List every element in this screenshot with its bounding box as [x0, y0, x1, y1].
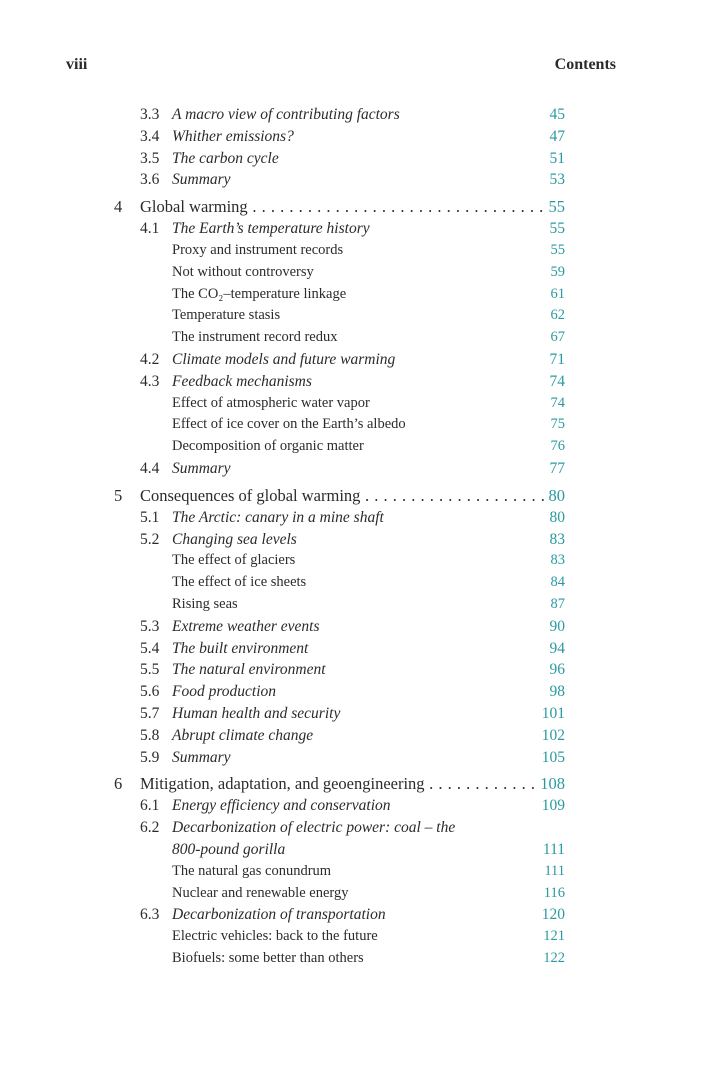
toc-entry-page-number: 67 [547, 327, 566, 349]
toc-entry-title: The built environment [172, 639, 309, 657]
toc-entry-page-number: 77 [546, 458, 566, 480]
toc-entry-sub[interactable] [0, 948, 720, 970]
toc-entry-section[interactable] [0, 507, 720, 529]
toc-entry-number: 5.7 [140, 704, 160, 722]
toc-entry-title: Extreme weather events [172, 617, 320, 635]
toc-entry-title: Changing sea levels [172, 530, 297, 548]
toc-entry-section[interactable] [0, 529, 720, 551]
toc-entry-title: Decarbonization of transportation [172, 906, 386, 924]
toc-entry-title: Energy efficiency and conservation [172, 797, 391, 815]
running-head: Contents [554, 56, 616, 73]
toc-entry-title: Summary [172, 748, 231, 766]
toc-entry-title: Feedback mechanisms [172, 372, 312, 390]
toc-entry-sub[interactable] [0, 572, 720, 594]
toc-entry-number: 6 [114, 774, 123, 794]
toc-entry-page-number: 83 [547, 550, 566, 572]
toc-entry-page-number: 59 [547, 262, 566, 284]
toc-entry-page-number: 80 [545, 485, 566, 507]
toc-entry-section[interactable] [0, 703, 720, 725]
toc-entry-sub[interactable] [0, 240, 720, 262]
toc-entry-page-number: 55 [547, 240, 566, 262]
toc-entry-section[interactable] [0, 904, 720, 926]
toc-entry-sub[interactable] [0, 926, 720, 948]
toc-entry-section[interactable] [0, 681, 720, 703]
toc-entry-page-number: 102 [538, 725, 565, 747]
toc-entry-page-number: 111 [539, 839, 565, 861]
toc-entry-page-number: 83 [546, 529, 566, 551]
toc-entry-page-number: 94 [546, 638, 566, 660]
toc-entry-page-number: 55 [546, 218, 566, 240]
toc-entry-number: 4 [114, 197, 123, 217]
toc-entry-title: The effect of ice sheets [172, 574, 307, 591]
toc-entry-title: The natural gas conundrum [172, 862, 332, 879]
toc-entry-page-number: 120 [538, 904, 565, 926]
toc-entry-title: Abrupt climate change [172, 726, 314, 744]
toc-entry-number: 4.1 [140, 220, 160, 238]
toc-entry-number: 5.6 [140, 683, 160, 701]
toc-entry-number: 3.6 [140, 171, 160, 189]
toc-entry-number: 5.9 [140, 748, 160, 766]
table-of-contents [0, 104, 720, 970]
toc-entry-title: Consequences of global warming . . . [140, 485, 565, 507]
toc-entry-title: Mitigation, adaptation, and geoengineering . . . [140, 773, 565, 795]
toc-entry-page-number: 121 [539, 926, 565, 948]
toc-entry-section[interactable] [0, 725, 720, 747]
toc-entry-section[interactable] [0, 839, 720, 861]
toc-entry-page-number: 96 [546, 659, 566, 681]
toc-entry-sub[interactable] [0, 284, 720, 306]
toc-entry-title: Global warming . . . [140, 196, 565, 218]
toc-entry-sub[interactable] [0, 262, 720, 284]
toc-entry-sub[interactable] [0, 327, 720, 349]
toc-entry-page-number: 108 [536, 773, 565, 795]
toc-entry-title: The CO₂–temperature linkage [172, 285, 347, 302]
toc-entry-title: Effect of ice cover on the Earth’s albedo [172, 416, 406, 433]
toc-entry-title: Temperature stasis [172, 307, 281, 324]
toc-entry-title: The Arctic: canary in a mine shaft [172, 508, 384, 526]
toc-entry-page-number: 61 [547, 284, 566, 306]
toc-entry-page-number: 116 [540, 883, 565, 905]
toc-entry-number: 4.3 [140, 372, 160, 390]
toc-entry-page-number: 55 [545, 196, 566, 218]
toc-entry-number: 5.5 [140, 661, 160, 679]
toc-entry-title: The effect of glaciers [172, 552, 296, 569]
toc-entry-title: Decarbonization of electric power: coal – the [172, 819, 456, 837]
toc-entry-page-number: 101 [538, 703, 565, 725]
toc-entry-section[interactable] [0, 638, 720, 660]
toc-entry-page-number: 109 [538, 795, 565, 817]
toc-entry-section[interactable] [0, 458, 720, 480]
toc-entry-number: 6.3 [140, 906, 160, 924]
page-header [66, 56, 616, 78]
toc-entry-page-number: 51 [546, 148, 566, 170]
toc-entry-number: 4.4 [140, 459, 160, 477]
toc-entry-number: 5.3 [140, 617, 160, 635]
toc-entry-page-number: 45 [546, 104, 566, 126]
toc-entry-page-number: 47 [546, 126, 566, 148]
toc-entry-title: Human health and security [172, 704, 341, 722]
toc-entry-number: 3.3 [140, 106, 160, 123]
toc-entry-title: Decomposition of organic matter [172, 438, 364, 455]
toc-entry-page-number: 74 [546, 371, 566, 393]
toc-entry-page-number: 71 [546, 349, 566, 371]
toc-entry-number: 5.8 [140, 726, 160, 744]
toc-entry-page-number: 105 [538, 747, 565, 769]
toc-entry-number: 4.2 [140, 350, 160, 368]
toc-entry-title: Summary [172, 459, 231, 477]
toc-entry-title: Electric vehicles: back to the future [172, 928, 378, 945]
toc-entry-section[interactable] [0, 169, 720, 191]
toc-entry-page-number: 80 [546, 507, 566, 529]
toc-entry-number: 5.1 [140, 508, 160, 526]
toc-entry-section[interactable] [0, 148, 720, 170]
toc-entry-sub[interactable] [0, 393, 720, 415]
toc-entry-title: Climate models and future warming [172, 350, 396, 368]
toc-entry-chapter[interactable] [0, 773, 720, 795]
toc-entry-page-number: 122 [539, 948, 565, 970]
toc-entry-title: Nuclear and renewable energy [172, 884, 349, 901]
toc-entry-sub[interactable] [0, 436, 720, 458]
toc-entry-title: Not without controversy [172, 263, 314, 280]
toc-entry-number: 5 [114, 485, 123, 505]
toc-entry-sub[interactable] [0, 305, 720, 327]
toc-entry-section[interactable] [0, 371, 720, 393]
toc-entry-page-number: 87 [547, 594, 566, 616]
toc-entry-section[interactable] [0, 218, 720, 240]
toc-entry-title: A macro view of contributing factors [172, 106, 400, 123]
toc-entry-section[interactable] [0, 747, 720, 769]
toc-entry-section[interactable] [0, 659, 720, 681]
toc-entry-title: Whither emissions? [172, 127, 294, 145]
toc-entry-section[interactable] [0, 817, 720, 839]
toc-entry-page-number: 74 [547, 393, 566, 415]
toc-entry-chapter[interactable] [0, 485, 720, 507]
toc-entry-page-number: 76 [547, 436, 566, 458]
toc-entry-section[interactable] [0, 104, 720, 126]
toc-entry-number: 3.5 [140, 149, 160, 167]
toc-entry-title: The carbon cycle [172, 149, 279, 167]
toc-entry-section[interactable] [0, 126, 720, 148]
toc-entry-title: Food production [172, 683, 277, 701]
toc-entry-section[interactable] [0, 616, 720, 638]
toc-entry-title: Summary [172, 171, 231, 189]
folio-number: viii [66, 56, 88, 73]
toc-entry-number: 6.2 [140, 819, 160, 837]
toc-entry-sub[interactable] [0, 594, 720, 616]
toc-entry-sub[interactable] [0, 550, 720, 572]
toc-entry-page-number: 84 [547, 572, 566, 594]
toc-entry-title: Biofuels: some better than others [172, 949, 364, 966]
toc-entry-title: Effect of atmospheric water vapor [172, 394, 370, 411]
toc-entry-page-number: 90 [546, 616, 566, 638]
toc-entry-page-number: 111 [540, 861, 565, 883]
toc-entry-page-number: 53 [546, 169, 566, 191]
toc-entry-number: 3.4 [140, 127, 160, 145]
toc-entry-section[interactable] [0, 795, 720, 817]
toc-entry-section[interactable] [0, 349, 720, 371]
toc-entry-sub[interactable] [0, 861, 720, 883]
toc-entry-sub[interactable] [0, 414, 720, 436]
toc-entry-title: The Earth’s temperature history [172, 220, 370, 238]
toc-entry-page-number: 75 [547, 414, 566, 436]
toc-entry-page-number: 62 [547, 305, 566, 327]
toc-entry-number: 5.2 [140, 530, 160, 548]
toc-entry-title: Rising seas [172, 595, 238, 612]
toc-entry-sub[interactable] [0, 883, 720, 905]
toc-entry-number: 5.4 [140, 639, 160, 657]
toc-entry-title: The instrument record redux [172, 329, 338, 346]
toc-entry-page-number: 98 [546, 681, 566, 703]
toc-entry-title: The natural environment [172, 661, 326, 679]
toc-entry-number: 6.1 [140, 797, 160, 815]
toc-entry-chapter[interactable] [0, 196, 720, 218]
toc-entry-title: Proxy and instrument records [172, 241, 344, 258]
toc-entry-title: 800-pound gorilla [172, 840, 286, 858]
